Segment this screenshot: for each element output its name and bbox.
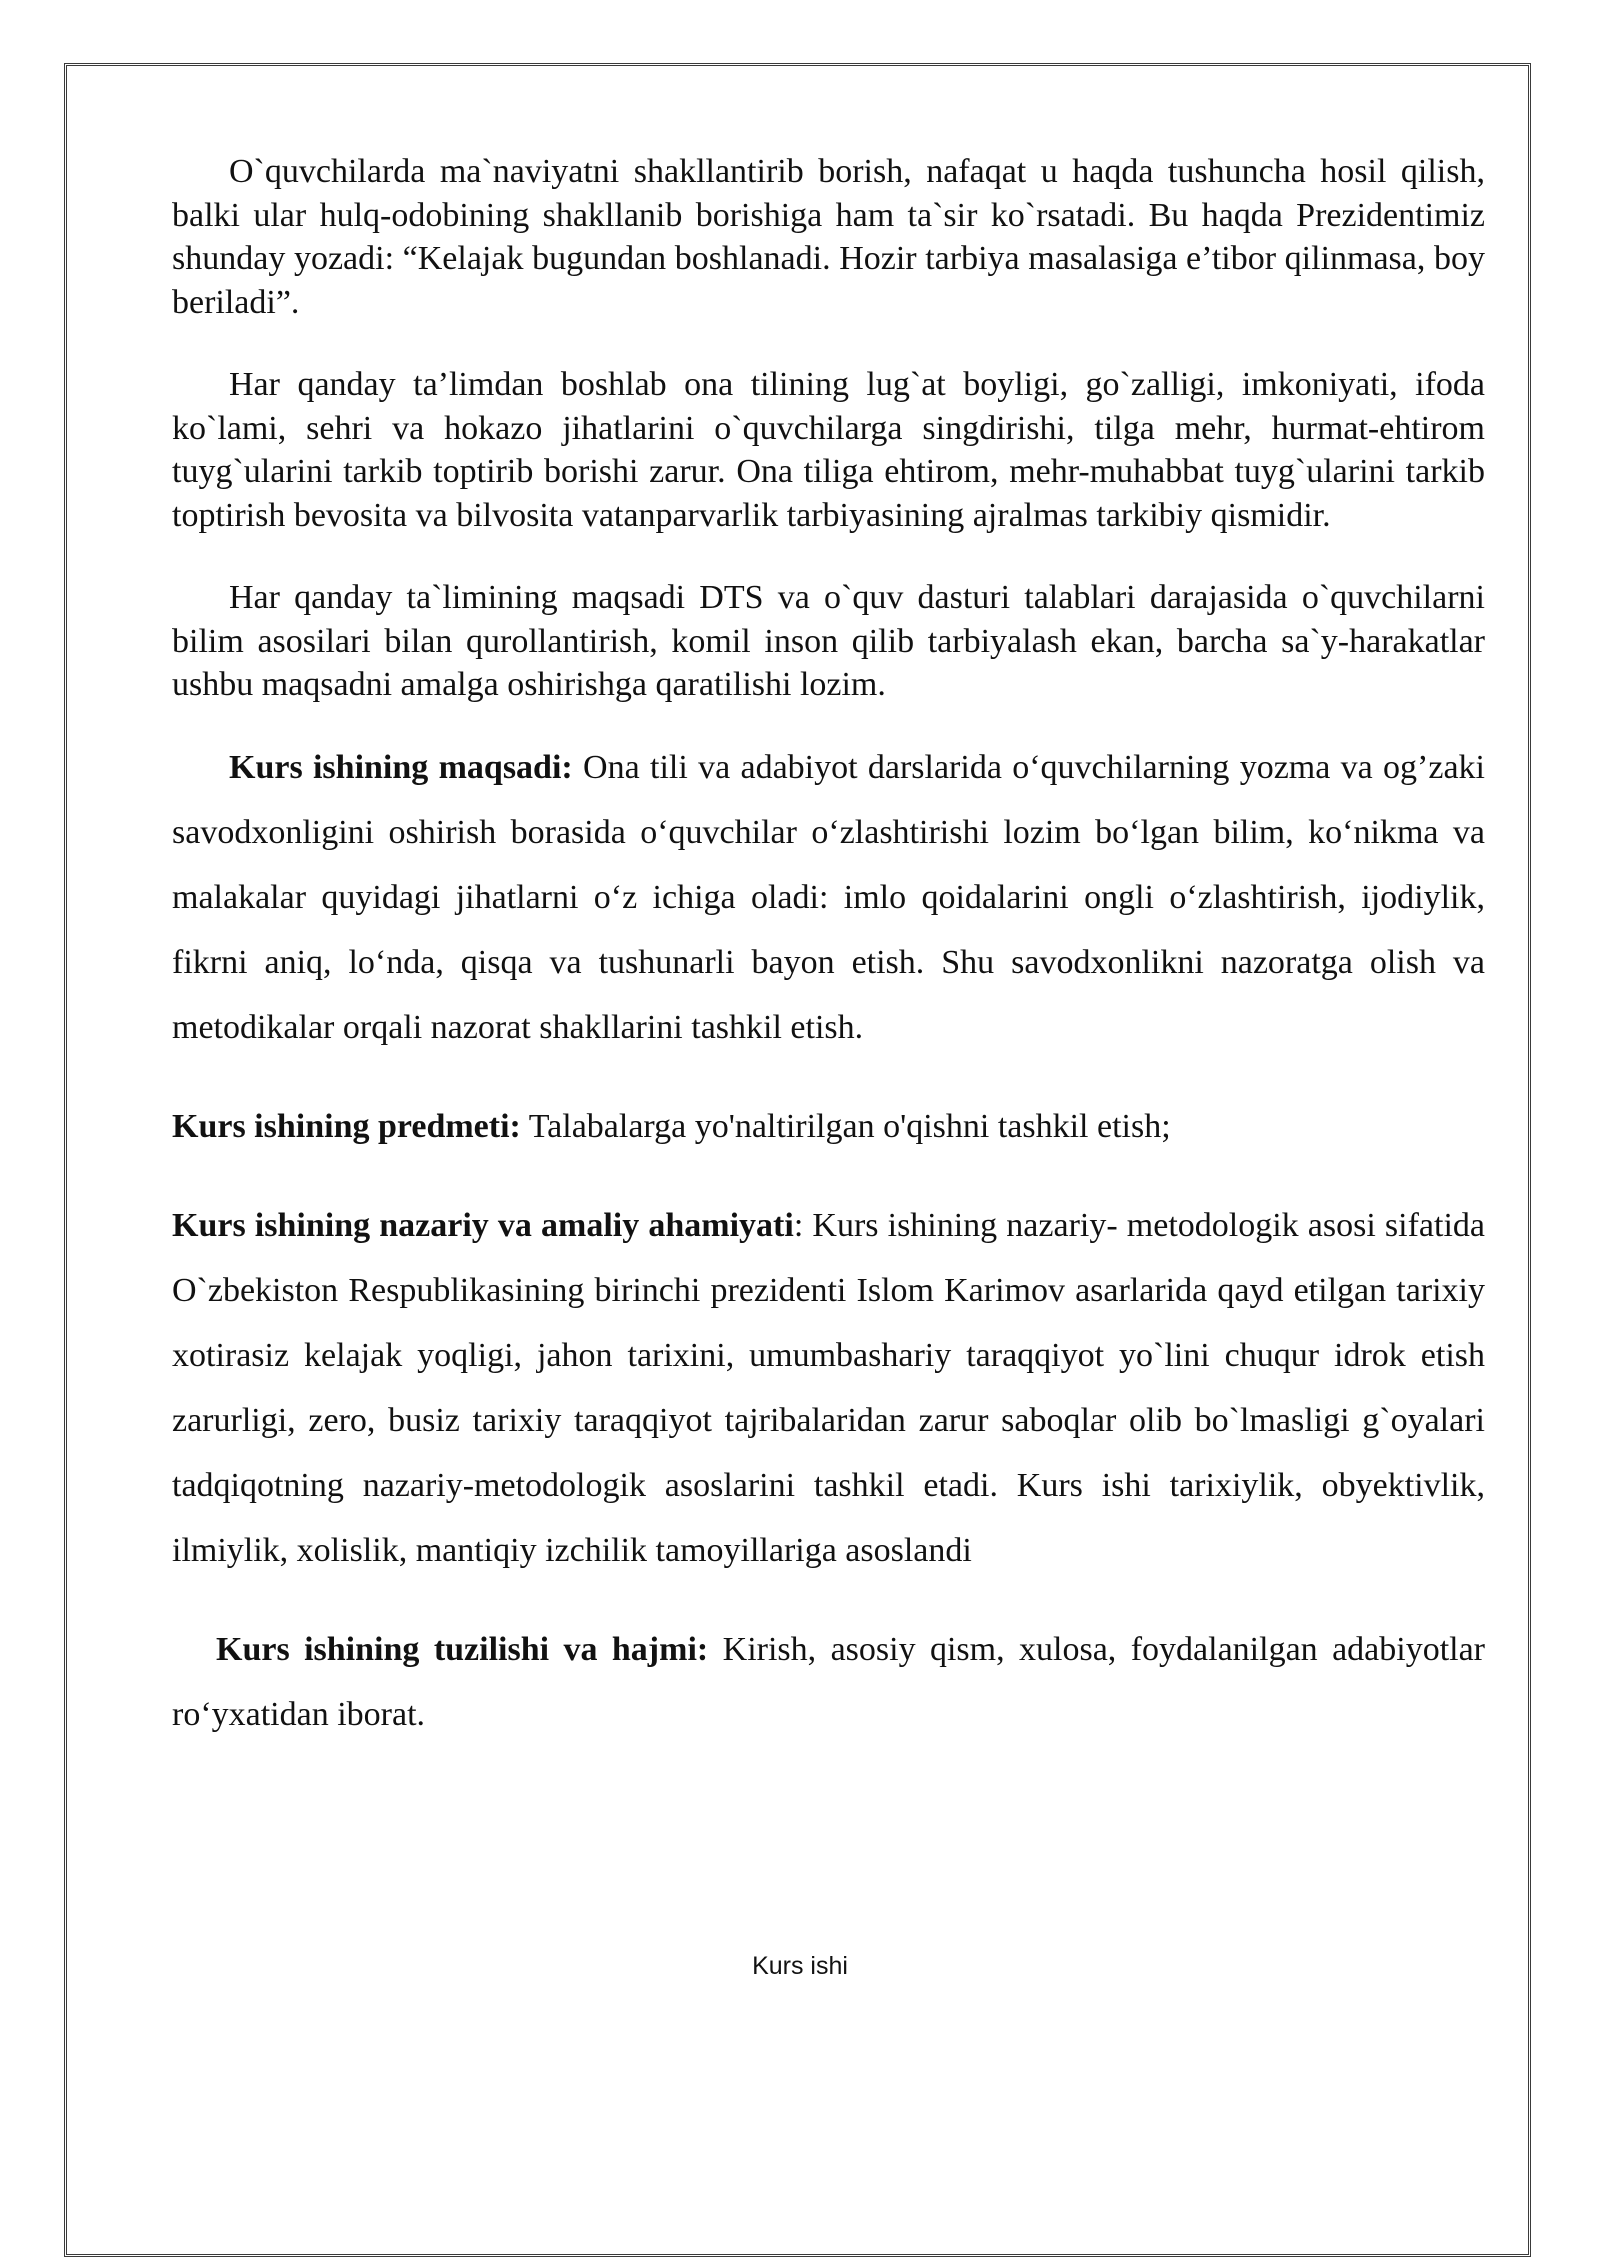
- paragraph-spirituality: O`quvchilarda ma`naviyatni shakllantirib borish, nafaqat u haqda tushuncha hosil qilish, balki ular hulq-odobining shakllanib borishiga ham ta`sir ko`rsatadi. Bu haqda Prezidentimiz shunday yozadi: “Kelajak bugundan boshlanadi. Hozir tarbiya masalasiga e’tibor qilinmasa, boy beriladi”.: [172, 153, 1485, 321]
- section-subject: [172, 1094, 1485, 1159]
- section-subject-label: Kurs ishining predmeti:: [172, 1107, 521, 1145]
- section-structure-label: Kurs ishining tuzilishi va hajmi:: [216, 1630, 709, 1668]
- section-goal-text: Ona tili va adabiyot darslarida o‘quvchilarning yozma va og’zaki savodxonligini oshirish borasida o‘quvchilar o‘zlashtirishi lozim bo‘lgan bilim, ko‘nikma va malakalar quyidagi jihatlarni o‘z ichiga oladi: imlo qoidalarini ongli o‘zlashtirish, ijodiylik, fikrni aniq, lo‘nda, qisqa va tushunarli bayon etish. Shu savodxonlikni nazoratga olish va metodikalar orqali nazorat shakllarini tashkil etish.: [172, 748, 1485, 1046]
- section-structure: [172, 1617, 1485, 1747]
- section-subject-text: Talabalarga yo'naltirilgan o'qishni tashkil etish;: [520, 1107, 1171, 1145]
- document-body: [172, 150, 1485, 1747]
- section-importance-label: Kurs ishining nazariy va amaliy ahamiyati: [172, 1206, 794, 1244]
- section-goal-label: Kurs ishining maqsadi:: [229, 748, 573, 786]
- paragraph-education-goal: Har qanday ta`limining maqsadi DTS va o`quv dasturi talablari darajasida o`quvchilarni bilim asosilari bilan qurollantirish, komil inson qilib tarbiyalash ekan, barcha sa`y-harakatlar ushbu maqsadni amalga oshirishga qaratilishi lozim.: [172, 579, 1485, 703]
- section-goal: [172, 735, 1485, 1060]
- paragraph-native-language: Har qanday ta’limdan boshlab ona tilining lug`at boyligi, go`zalligi, imkoniyati, ifoda ko`lami, sehri va hokazo jihatlarini o`quvchilarga singdirishi, tilga mehr, hurmat-ehtirom tuyg`ularini tarkib toptirib borishi zarur. Ona tiliga ehtirom, mehr-muhabbat tuyg`ularini tarkib toptirish bevosita va bilvosita vatanparvarlik tarbiyasining ajralmas tarkibiy qismidir.: [172, 366, 1485, 534]
- section-structure-text: Kirish, asosiy qism, xulosa, foydalanilgan adabiyotlar ro‘yxatidan iborat.: [172, 1630, 1486, 1733]
- section-importance: [172, 1193, 1485, 1583]
- section-importance-text: : Kurs ishining nazariy- metodologik asosi sifatida O`zbekiston Respublikasining birinchi prezidenti Islom Karimov asarlarida qayd etilgan tarixiy xotirasiz kelajak yoqligi, jahon tarixini, umumbashariy taraqqiyot yo`lini chuqur idrok etish zarurligi, zero, busiz tarixiy taraqqiyot tajribalaridan zarur saboqlar olib bo`lmasligi g`oyalari tadqiqotning nazariy-metodologik asoslarini tashkil etadi. Kurs ishi tarixiylik, obyektivlik, ilmiylik, xolislik, mantiqiy izchilik tamoyillariga asoslandi: [172, 1206, 1485, 1569]
- page-footer: Kurs ishi: [752, 1952, 848, 1980]
